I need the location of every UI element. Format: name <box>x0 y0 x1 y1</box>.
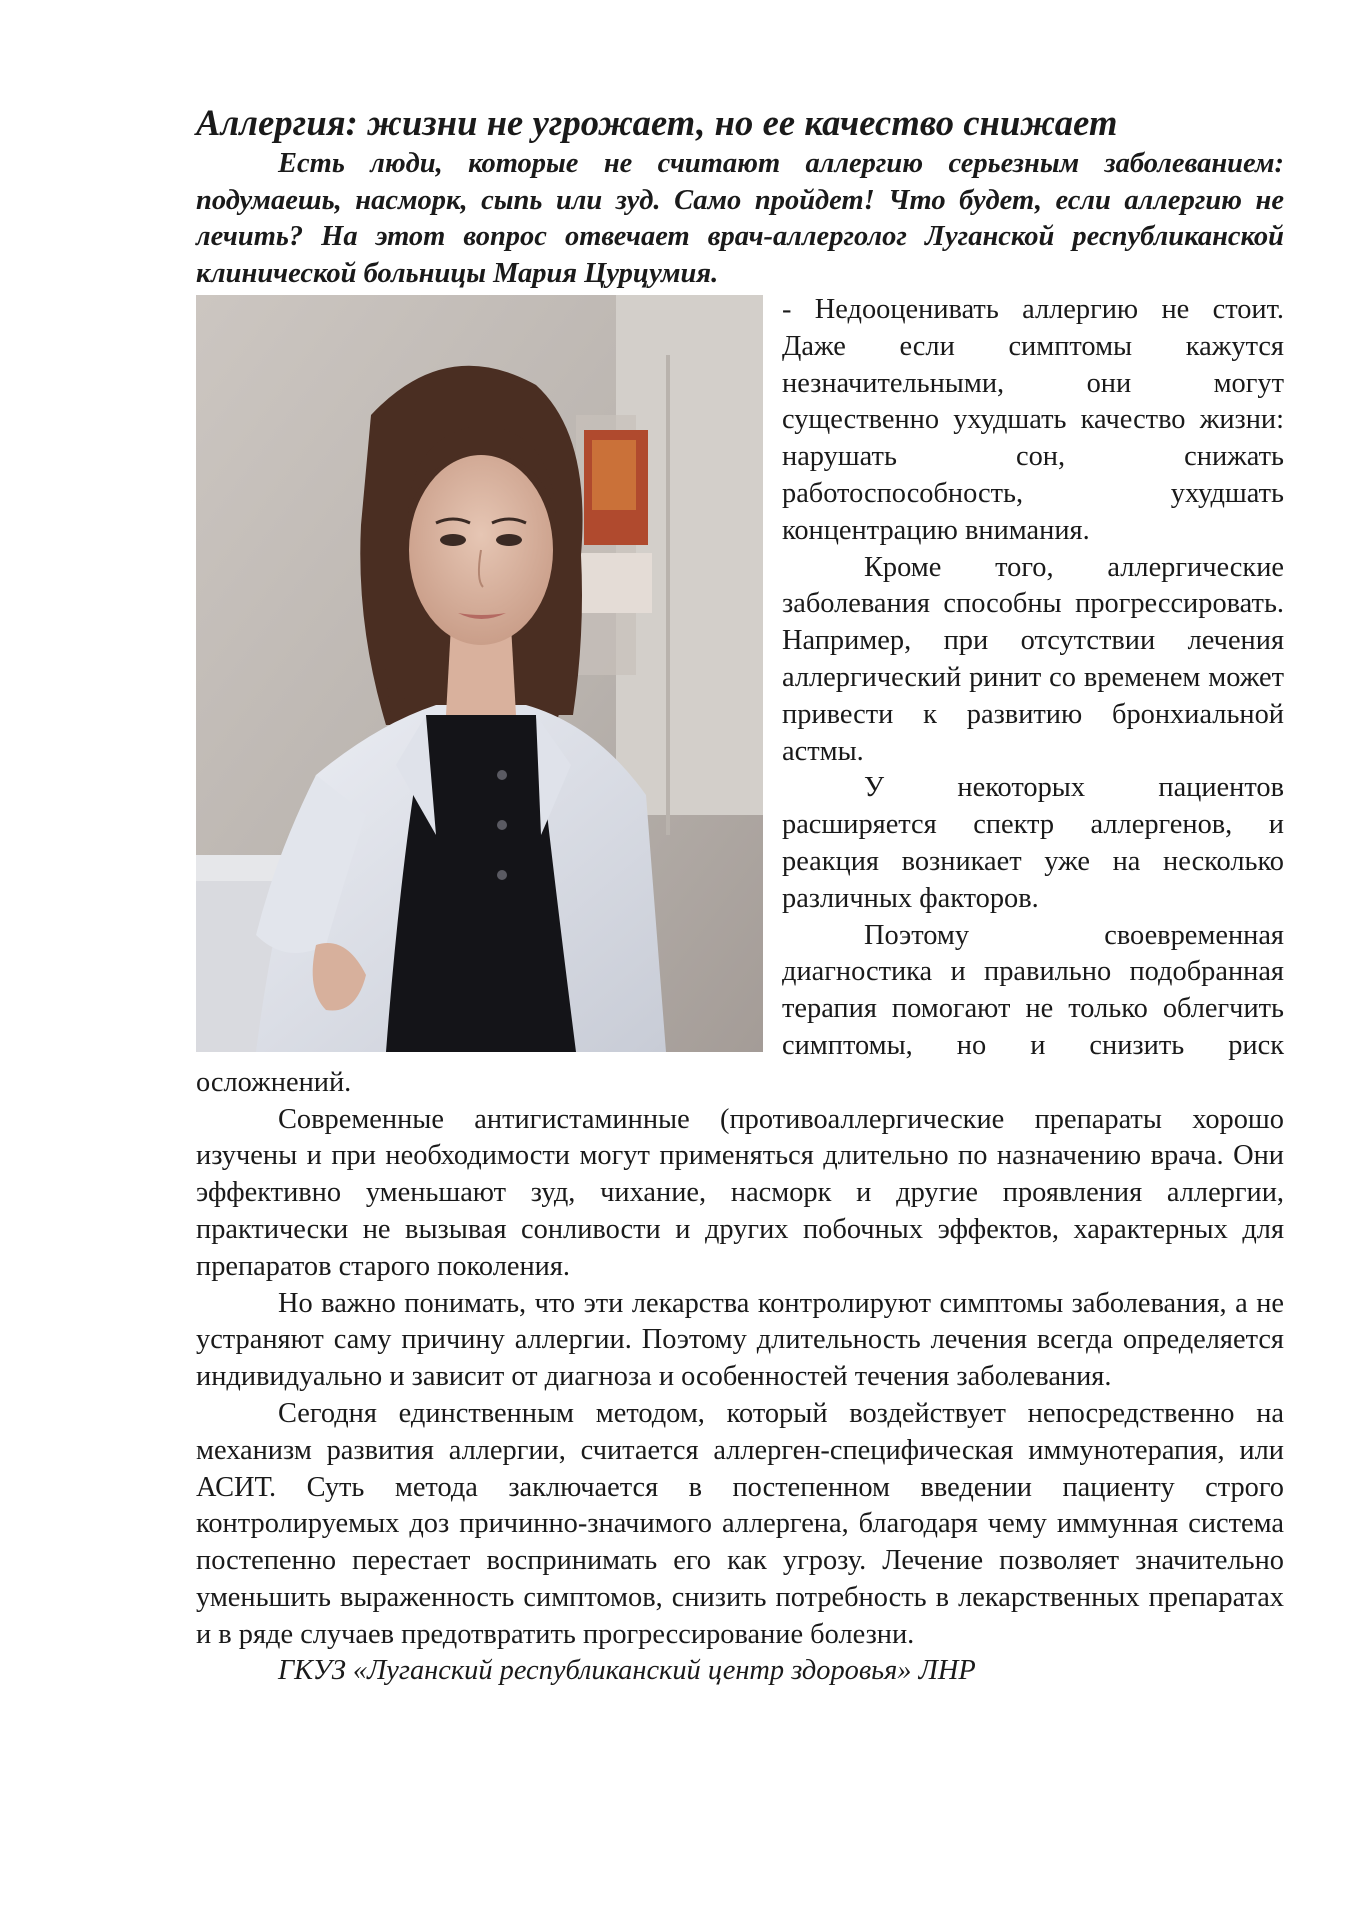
article-title: Аллергия: жизни не угрожает, но ее качество снижает <box>196 102 1118 143</box>
doctor-photo <box>196 295 763 1052</box>
article-signature: ГКУЗ «Луганский республиканский центр здоровья» ЛНР <box>278 1655 976 1687</box>
paragraph-2: Кроме того, аллергические заболевания способны прогрессировать. Например, при отсутствии лечения аллергический ринит со временем может привести к развитию бронхиальной астмы. <box>782 551 1284 767</box>
paragraph-1: - Недооценивать аллергию не стоит. Даже если симптомы кажутся незначительными, они могут существенно ухудшать качество жизни: нарушать сон, снижать работоспособность, ухудшать концентрацию внимания. <box>782 294 1284 546</box>
paragraph-4: Поэтому своевременная диагностика и правильно подобранная терапия помогают не только облегчить симптомы, но и снизить риск осложнений. <box>196 919 1284 1098</box>
paragraph-7: Сегодня единственным методом, который воздействует непосредственно на механизм развития аллергии, считается аллерген-специфическая иммунотерапия, или АСИТ. Суть метода заключается в постепенном введении пациенту строго контролируемых доз причинно-значимого аллергена, благодаря чему иммунная система постепенно перестает воспринимать его как угрозу. Лечение позволяет значительно уменьшить выраженность симптомов, снизить потребность в лекарственных препаратах и в ряде случаев предотвратить прогрессирование болезни. <box>196 1397 1284 1650</box>
paragraph-5: Современные антигистаминные (противоаллергические препараты хорошо изучены и при необходимости могут применяться длительно по назначению врача. Они эффективно уменьшают зуд, чихание, насморк и другие проявления аллергии, практически не вызывая сонливости и других побочных эффектов, характерных для препаратов старого поколения. <box>196 1103 1284 1282</box>
article-lead: Есть люди, которые не считают аллергию серьезным заболеванием: подумаешь, насморк, сыпь или зуд. Само пройдет! Что будет, если аллергию не лечить? На этот вопрос отвечает врач-аллерголог Луганской республиканской клинической больницы Мария Цурцумия. <box>196 148 1284 289</box>
paragraph-6: Но важно понимать, что эти лекарства контролируют симптомы заболевания, а не устраняют саму причину аллергии. Поэтому длительность лечения всегда определяется индивидуально и зависит от диагноза и особенностей течения заболевания. <box>196 1287 1284 1393</box>
article <box>196 100 1284 1690</box>
paragraph-3: У некоторых пациентов расширяется спектр аллергенов, и реакция возникает уже на несколько различных факторов. <box>782 772 1284 914</box>
article-body <box>196 292 1284 1690</box>
